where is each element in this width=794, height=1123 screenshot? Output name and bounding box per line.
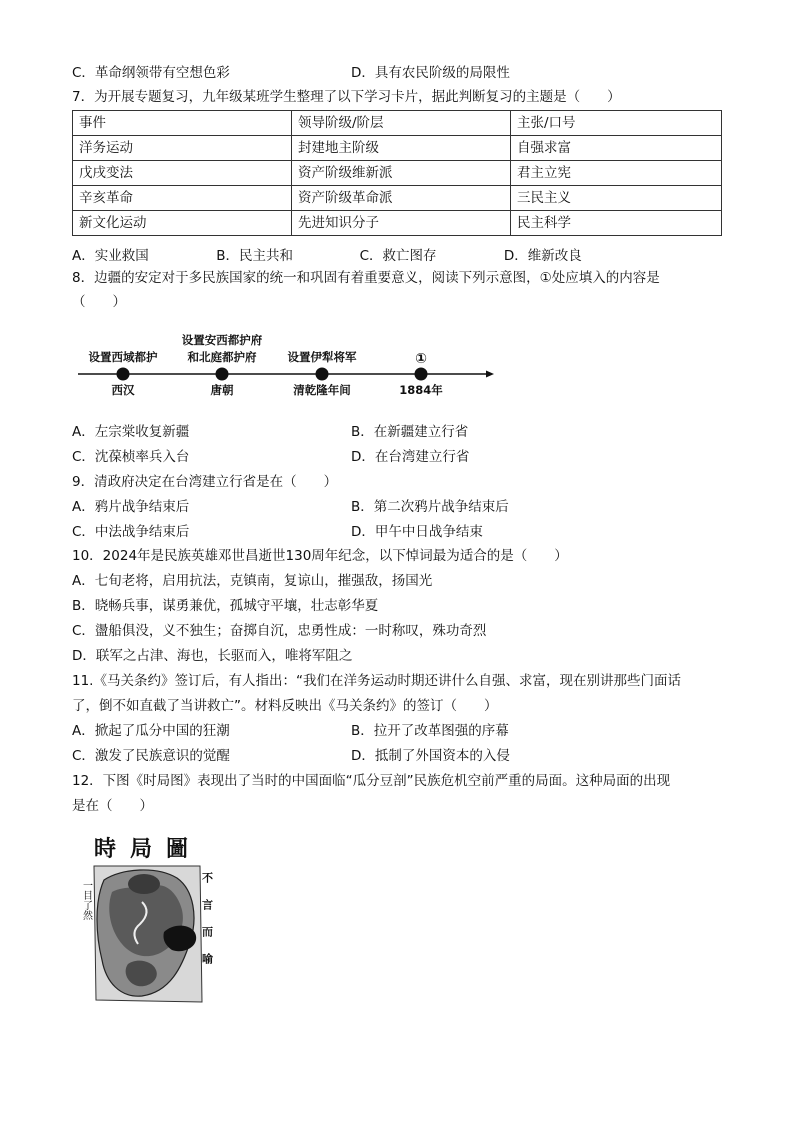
timeline-node (415, 368, 428, 381)
table-header-cell: 事件 (73, 111, 292, 136)
table-header-cell: 领导阶级/阶层 (292, 111, 511, 136)
timeline-node (316, 368, 329, 381)
timeline-period-label: 唐朝 (210, 383, 234, 397)
study-card-table (72, 110, 722, 236)
timeline-period-label: 1884年 (399, 383, 443, 397)
timeline-period-label: 西汉 (111, 383, 135, 397)
timeline-period-label: 清乾隆年间 (293, 383, 351, 397)
q7-options (72, 244, 582, 264)
q11-option-b: B．拉开了改革图强的序幕 (351, 723, 509, 739)
q11-option-a: A．掀起了瓜分中国的狂潮 (72, 723, 230, 739)
table-row (73, 186, 722, 211)
timeline-event-label: 设置伊犁将军 (287, 350, 357, 364)
q9-option-d: D．甲午中日战争结束 (351, 524, 483, 540)
timeline-blank-marker: ① (415, 351, 427, 367)
table-cell: 新文化运动 (73, 211, 292, 236)
cartoon-illustration (82, 832, 217, 1007)
q9-option-a: A．鸦片战争结束后 (72, 499, 190, 515)
q9-option-c: C．中法战争结束后 (72, 524, 190, 540)
table-cell: 戊戌变法 (73, 161, 292, 186)
q12-stem-line1: 12．下图《时局图》表现出了当时的中国面临“瓜分豆剖”民族危机空前严重的局面。这种局面的出现 (72, 773, 671, 789)
q9-option-b: B．第二次鸦片战争结束后 (351, 499, 509, 515)
q10-option-a: A．七旬老将，启用抗法，克镇南，复谅山，摧强敌，扬国光 (72, 573, 433, 589)
table-row (73, 161, 722, 186)
timeline-node (117, 368, 130, 381)
q6-option-c: C．革命纲领带有空想色彩 (72, 65, 230, 81)
table-cell: 民主科学 (511, 211, 722, 236)
q8-option-c: C．沈葆桢率兵入台 (72, 449, 190, 465)
q8-stem-line1: 8．边疆的安定对于多民族国家的统一和巩固有着重要意义，阅读下列示意图，①处应填入的内容是 (72, 270, 660, 286)
q8-stem-line2: （ ） (72, 294, 126, 310)
q8-option-d: D．在台湾建立行省 (351, 449, 470, 465)
table-row (73, 211, 722, 236)
table-cell: 君主立宪 (511, 161, 722, 186)
frontier-timeline (76, 332, 501, 400)
timeline-event-label: 设置西域都护 (88, 350, 158, 364)
table-cell: 封建地主阶级 (292, 136, 511, 161)
table-row (73, 136, 722, 161)
q8-option-a: A．左宗棠收复新疆 (72, 424, 190, 440)
table-cell: 辛亥革命 (73, 186, 292, 211)
cartoon-left-text: 一目了然 (80, 880, 92, 920)
q7-option-c: C．救亡图存 (359, 248, 437, 264)
timeline-arrow-icon (486, 371, 494, 378)
shiju-tu-cartoon (82, 832, 217, 1007)
table-header-cell: 主张/口号 (511, 111, 722, 136)
q7-option-a: A．实业救国 (72, 248, 149, 264)
q11-option-c: C．激发了民族意识的觉醒 (72, 748, 230, 764)
q10-option-b: B．晓畅兵事，谋勇兼优，孤城守平壤，壮志彰华夏 (72, 598, 379, 614)
q11-stem-line1: 11.《马关条约》签订后，有人指出：“我们在洋务运动时期还讲什么自强、求富，现在别讲那些门面话 (72, 673, 681, 689)
timeline-node (216, 368, 229, 381)
q11-stem-line2: 了，倒不如直截了当讲救亡”。材料反映出《马关条约》的签订（ ） (72, 698, 498, 714)
q10-stem: 10．2024年是民族英雄邓世昌逝世130周年纪念，以下悼词最为适合的是（ ） (72, 548, 568, 564)
table-cell: 资产阶级维新派 (292, 161, 511, 186)
table-cell: 资产阶级革命派 (292, 186, 511, 211)
q9-stem: 9．清政府决定在台湾建立行省是在（ ） (72, 474, 338, 490)
q7-option-d: D．维新改良 (503, 248, 582, 264)
table-cell: 洋务运动 (73, 136, 292, 161)
cartoon-right-text: 不言而喻 (200, 872, 214, 980)
q11-option-d: D．抵制了外国资本的入侵 (351, 748, 510, 764)
timeline-event-label: 设置安西都护府 (181, 333, 263, 347)
table-cell: 自强求富 (511, 136, 722, 161)
q10-option-d: D．联军之占津、海也，长驱而入，唯将军阻之 (72, 648, 353, 664)
q8-option-b: B．在新疆建立行省 (351, 424, 469, 440)
q7-option-b: B．民主共和 (216, 248, 294, 264)
q7-stem: 7．为开展专题复习，九年级某班学生整理了以下学习卡片，据此判断复习的主题是（ ） (72, 89, 621, 105)
table-cell: 先进知识分子 (292, 211, 511, 236)
q10-option-c: C．盪船俱没，义不独生；奋掷自沉，忠勇性成：一时称叹，殊功奇烈 (72, 623, 487, 639)
timeline-event-label: 和北庭都护府 (187, 350, 257, 364)
q12-stem-line2: 是在（ ） (72, 798, 153, 814)
table-header-row (73, 111, 722, 136)
table-cell: 三民主义 (511, 186, 722, 211)
q6-option-d: D．具有农民阶级的局限性 (351, 65, 510, 81)
cartoon-title: 時局圖 (93, 836, 203, 862)
